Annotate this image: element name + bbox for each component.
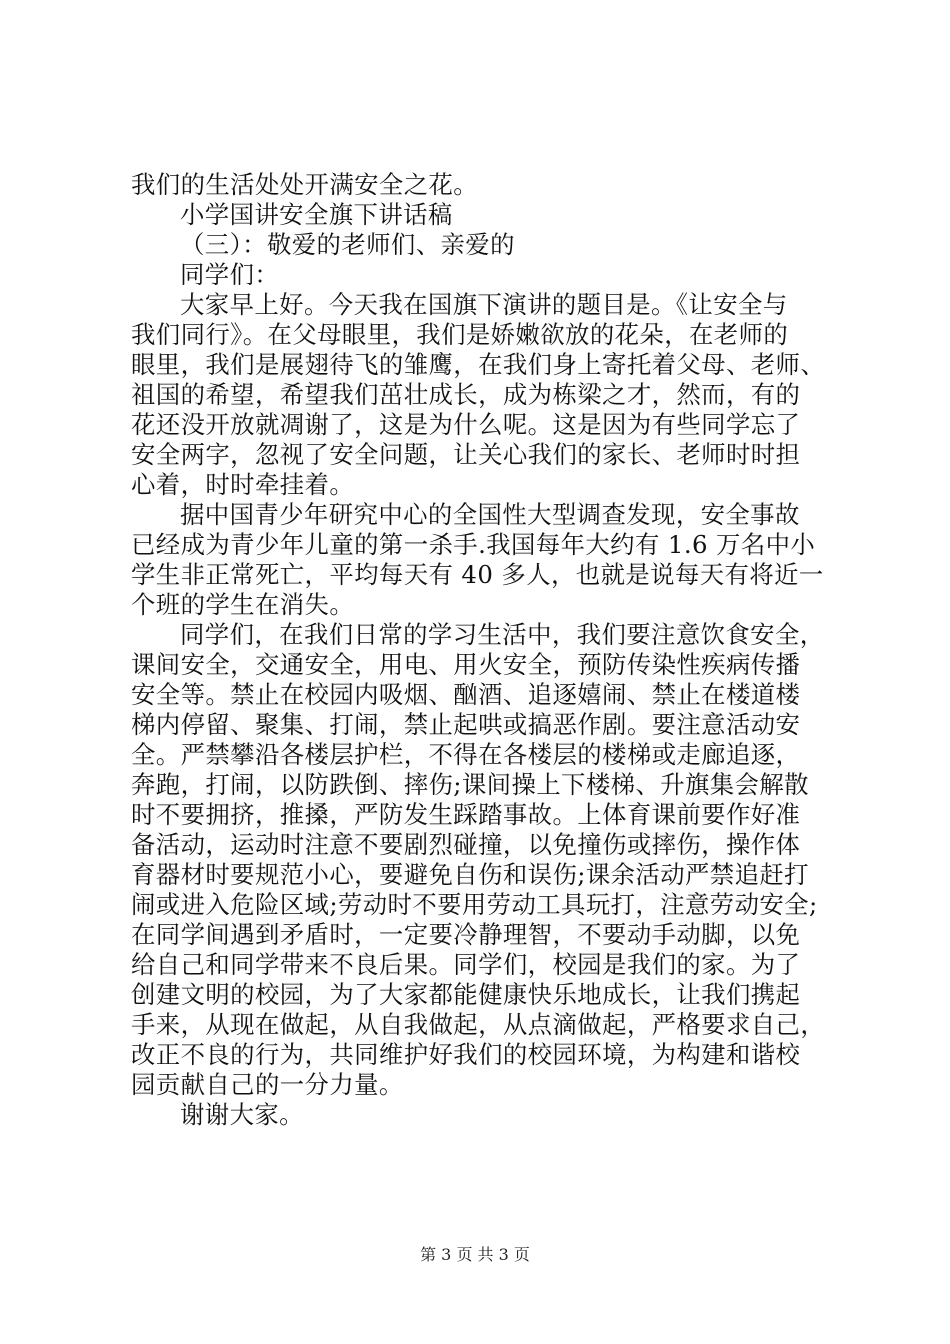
text-line: 个班的学生在消失。 <box>131 590 355 619</box>
text-line: 花还没开放就凋谢了，这是为什么呢。这是因为有些同学忘了 <box>131 410 801 439</box>
text-line: 安全两字，忽视了安全问题，让关心我们的家长、老师时时担 <box>131 440 801 469</box>
text-line: 同学们： <box>180 260 280 289</box>
text-line: 课间安全，交通安全，用电、用火安全，预防传染性疾病传播 <box>131 650 801 679</box>
text-line: 大家早上好。今天我在国旗下演讲的题目是。《让安全与 <box>180 290 788 319</box>
text-line: 我们同行》。在父母眼里，我们是娇嫩欲放的花朵，在老师的 <box>131 320 789 349</box>
text-line: 育器材时要规范小心，要避免自伤和误伤;课余活动严禁追赶打 <box>131 860 809 889</box>
text-line: （三）：敬爱的老师们、亲爱的 <box>180 230 515 259</box>
document-body <box>131 170 831 1130</box>
text-line: 备活动，运动时注意不要剧烈碰撞，以免撞伤或摔伤，操作体 <box>131 830 801 859</box>
text-line: 全。严禁攀沿各楼层护栏，不得在各楼层的楼梯或走廊追逐， <box>131 740 801 769</box>
text-line: 我们的生活处处开满安全之花。 <box>131 170 479 199</box>
text-line: 改正不良的行为，共同维护好我们的校园环境，为构建和谐校 <box>131 1040 801 1069</box>
text-line: 祖国的希望，希望我们茁壮成长，成为栋梁之才，然而，有的 <box>131 380 801 409</box>
text-line: 眼里，我们是展翅待飞的雏鹰，在我们身上寄托着父母、老师、 <box>131 350 826 379</box>
text-line: 在同学间遇到矛盾时，一定要冷静理智，不要动手动脚，以免 <box>131 920 801 949</box>
text-line: 梯内停留、聚集、打闹，禁止起哄或搞恶作剧。要注意活动安 <box>131 710 801 739</box>
page-footer: 第 3 页 共 3 页 <box>420 1245 530 1264</box>
text-line: 安全等。禁止在校园内吸烟、酗酒、追逐嬉闹、禁止在楼道楼 <box>131 680 801 709</box>
text-line: 给自己和同学带来不良后果。同学们，校园是我们的家。为了 <box>131 950 801 979</box>
text-line: 奔跑，打闹，以防跌倒、摔伤;课间操上下楼梯、升旗集会解散 <box>131 770 809 799</box>
text-line: 小学国讲安全旗下讲话稿 <box>180 200 453 229</box>
text-line: 据中国青少年研究中心的全国性大型调查发现，安全事故 <box>180 500 800 529</box>
text-line: 心着，时时牵挂着。 <box>131 470 355 499</box>
text-line: 园贡献自己的一分力量。 <box>131 1070 404 1099</box>
text-line: 同学们，在我们日常的学习生活中，我们要注意饮食安全， <box>180 620 825 649</box>
text-line: 时不要拥挤，推搡，严防发生踩踏事故。上体育课前要作好准 <box>131 800 801 829</box>
text-line: 学生非正常死亡，平均每天有 40 多人，也就是说每天有将近一 <box>131 560 824 589</box>
text-line: 手来，从现在做起，从自我做起，从点滴做起，严格要求自己， <box>131 1010 826 1039</box>
text-line: 已经成为青少年儿童的第一杀手.我国每年大约有 1.6 万名中小 <box>131 530 816 559</box>
text-line: 闹或进入危险区域;劳动时不要用劳动工具玩打，注意劳动安全; <box>131 890 818 919</box>
text-line: 创建文明的校园，为了大家都能健康快乐地成长，让我们携起 <box>131 980 801 1009</box>
text-line: 谢谢大家。 <box>180 1100 304 1129</box>
